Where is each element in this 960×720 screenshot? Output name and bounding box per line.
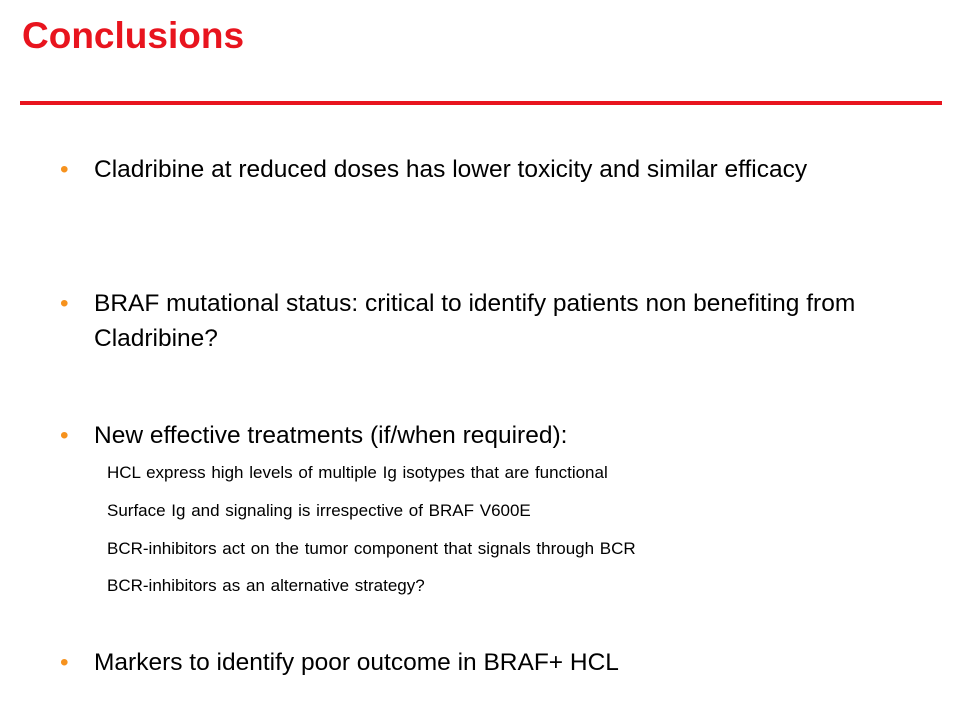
bullet-item: [60, 286, 880, 356]
bullet-text: Markers to identify poor outcome in BRAF+ HCL: [94, 649, 619, 676]
sub-bullet-item: BCR-inhibitors act on the tumor component that signals through BCR: [107, 539, 636, 558]
bullet-text: Cladribine at reduced doses has lower toxicity and similar efficacy: [94, 156, 808, 183]
bullet-item: [60, 418, 880, 453]
bullet-text: BRAF mutational status: critical to identify patients non benefiting from Cladribine?: [94, 290, 856, 352]
sub-bullet-item: BCR-inhibitors as an alternative strategy?: [107, 576, 425, 595]
title-divider: [20, 101, 942, 105]
sub-bullet-item: HCL express high levels of multiple Ig isotypes that are functional: [107, 463, 608, 482]
bullet-text: New effective treatments (if/when required):: [94, 422, 568, 449]
bullet-item: [60, 645, 880, 680]
bullet-dot-icon: •: [60, 649, 69, 676]
bullet-item: [60, 152, 880, 187]
slide-title: Conclusions: [22, 15, 245, 56]
bullet-dot-icon: •: [60, 290, 69, 317]
sub-bullet-item: Surface Ig and signaling is irrespective of BRAF V600E: [107, 501, 531, 520]
bullet-dot-icon: •: [60, 422, 69, 449]
bullet-dot-icon: •: [60, 156, 69, 183]
